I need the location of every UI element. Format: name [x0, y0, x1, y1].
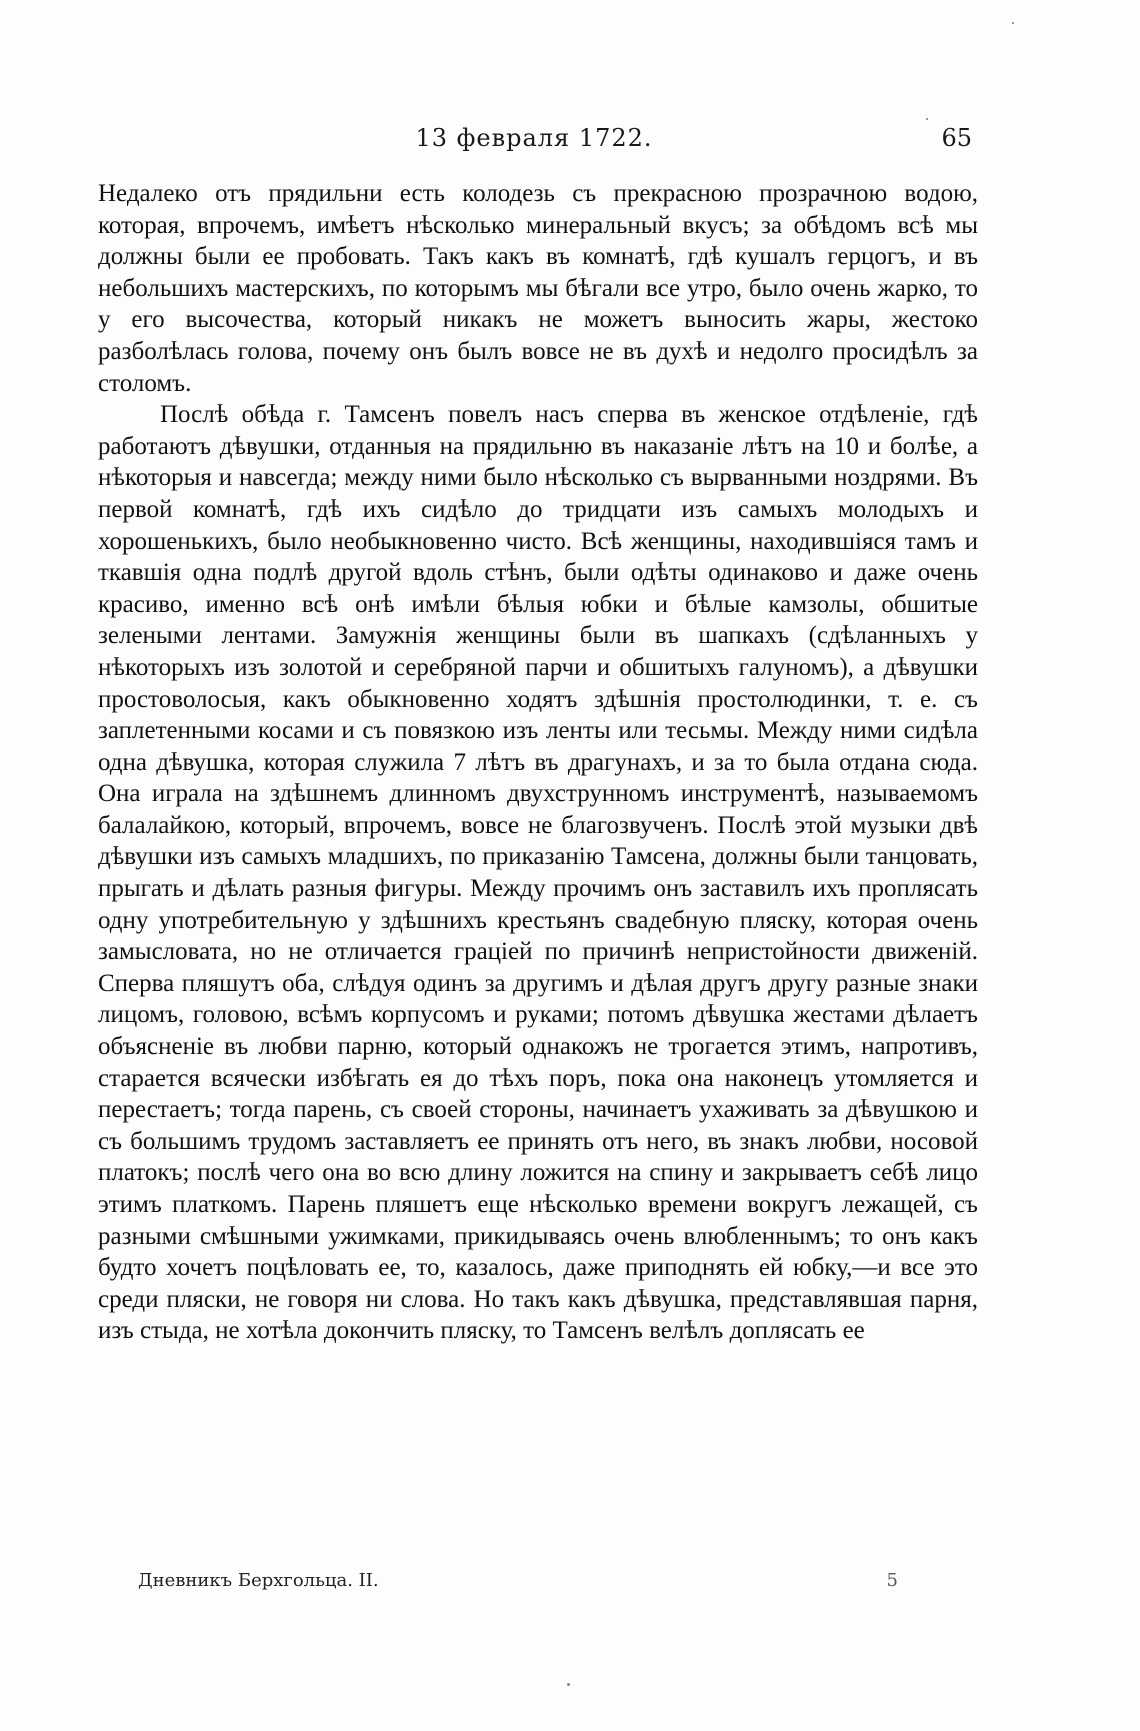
- footer-book-title: Дневникъ Берхгольца. II.: [138, 1570, 379, 1591]
- signature-mark: 5: [886, 1570, 898, 1591]
- paragraph-1: Недалеко отъ прядильни есть колодезь съ прекрасною прозрачною водою, которая, впрочемъ, имѣетъ нѣсколько минеральный вкусъ; за обѣдомъ всѣ мы должны были ее пробовать. Такъ какъ въ комнатѣ, гдѣ кушалъ герцогъ, и въ небольшихъ мастерскихъ, по которымъ мы бѣгали все утро, было очень жарко, то у его высочества, который никакъ не можетъ выносить жары, жестоко разболѣлась голова, почему онъ былъ вовсе не въ духѣ и недолго просидѣлъ за столомъ.: [98, 180, 978, 397]
- page-number: 65: [941, 124, 972, 152]
- running-header: [88, 124, 980, 160]
- scan-speck: [1012, 22, 1014, 24]
- header-date: 13 февраля 1722.: [415, 124, 653, 152]
- scan-speck: [926, 118, 928, 120]
- page-footer: [138, 1570, 898, 1600]
- paragraph-2: Послѣ обѣда г. Тамсенъ повелъ насъ сперва въ женское отдѣленіе, гдѣ работаютъ дѣвушки, отданныя на прядильню въ наказаніе лѣтъ на 10 и болѣе, а нѣкоторыя и навсегда; между ними было нѣсколько съ вырванными ноздрями. Въ первой комнатѣ, гдѣ ихъ сидѣло до тридцати изъ самыхъ молодыхъ и хорошенькихъ, было необыкновенно чисто. Всѣ женщины, находившіяся тамъ и ткавшія одна подлѣ другой вдоль стѣнъ, были одѣты одинаково и даже очень красиво, именно всѣ онѣ имѣли бѣлыя юбки и бѣлые камзолы, обшитые зелеными лентами. Замужнія женщины были въ шапкахъ (сдѣланныхъ у нѣкоторыхъ изъ золотой и серебряной парчи и обшитыхъ галуномъ), а дѣвушки простоволосыя, какъ обыкновенно ходятъ здѣшнія простолюдинки, т. е. съ заплетенными косами и съ повязкою изъ ленты или тесьмы. Между ними сидѣла одна дѣвушка, которая служила 7 лѣтъ въ драгунахъ, и за то была отдана сюда. Она играла на здѣшнемъ длинномъ двухструнномъ инструментѣ, называемомъ балалайкою, который, впрочемъ, вовсе не благозвученъ. Послѣ этой музыки двѣ дѣвушки изъ самыхъ младшихъ, по приказанію Тамсена, должны были танцовать, прыгать и дѣлать разныя фигуры. Между прочимъ онъ заставилъ ихъ проплясать одну употребительную у здѣшнихъ крестьянъ свадебную пляску, которая очень замысловата, но не отличается граціей по причинѣ непристойности движеній. Сперва пляшутъ оба, слѣдуя одинъ за другимъ и дѣлая другъ другу разные знаки лицомъ, головою, всѣмъ корпусомъ и руками; потомъ дѣвушка жестами дѣлаетъ объясненіе въ любви парню, который однакожъ не трогается этимъ, напротивъ, старается всячески избѣгать ея до тѣхъ поръ, пока она наконецъ утомляется и перестаетъ; тогда парень, съ своей стороны, начинаетъ ухаживать за дѣвушкою и съ большимъ трудомъ заставляетъ ее принять отъ него, въ знакъ любви, носовой платокъ; послѣ чего она во всю длину ложится на спину и закрываетъ себѣ лицо этимъ платкомъ. Парень пляшетъ еще нѣсколько времени вокругъ лежащей, съ разными смѣшными ужимками, прикидываясь очень влюбленнымъ; то онъ какъ будто хочетъ поцѣловать ее, то, казалось, даже приподнять ей юбку,—и все это среди пляски, не говоря ни слова. Но такъ какъ дѣвушка, представлявшая парня, изъ стыда, не хотѣла докончить пляску, то Тамсенъ велѣлъ доплясать ее: [98, 401, 978, 1345]
- scan-speck: [567, 1683, 570, 1686]
- main-text: [98, 178, 978, 1347]
